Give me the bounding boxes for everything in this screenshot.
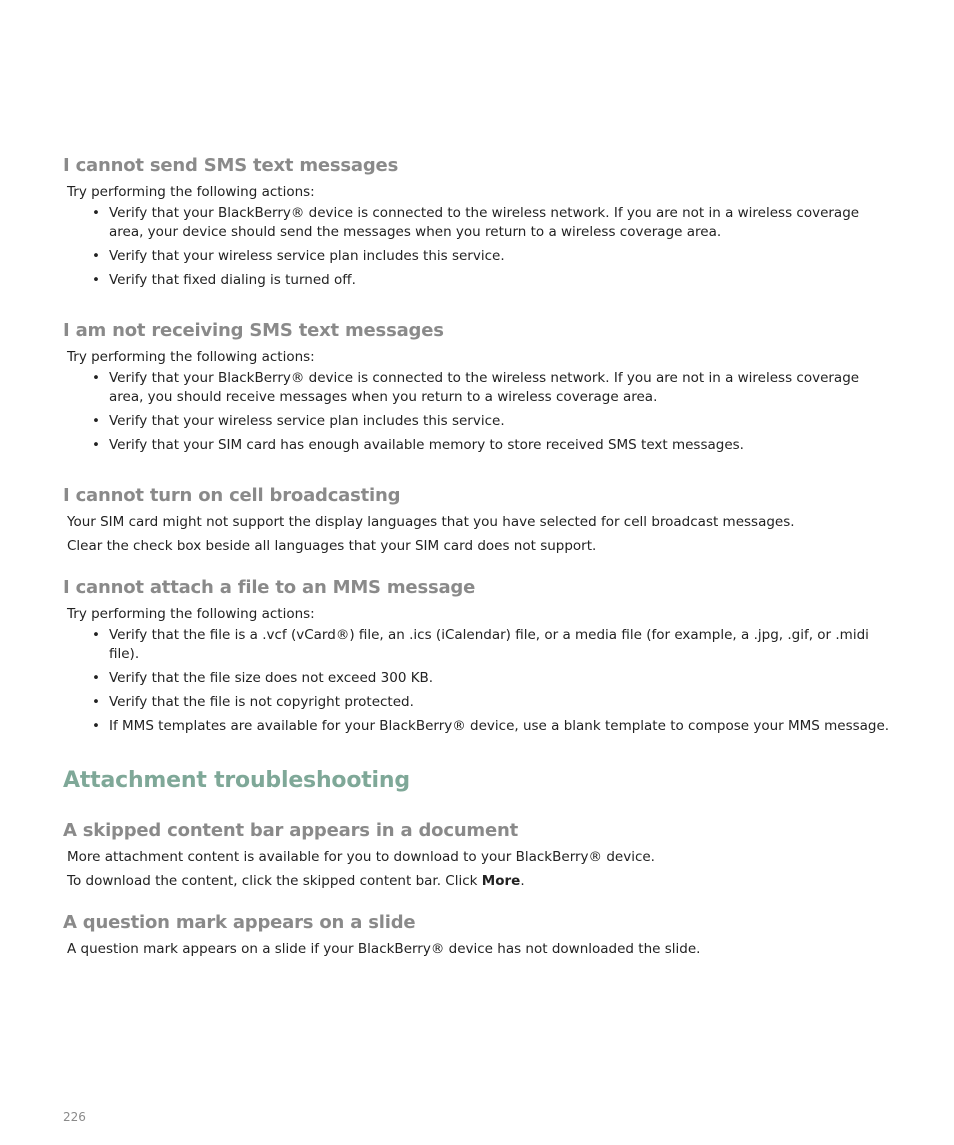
bullet-icon: • [92,437,100,453]
page-number: 226 [63,1110,86,1124]
section-skipped-content-bar [63,817,893,893]
bullet-icon: • [92,272,100,288]
bullet-list [63,626,893,736]
page-content [63,152,893,961]
bullet-icon: • [92,627,100,643]
section-paragraph: A question mark appears on a slide if your BlackBerry® device has not downloaded the slide. [67,941,701,957]
section-paragraph: Your SIM card might not support the display languages that you have selected for cell broadcast messages. [67,514,795,530]
section-paragraph: To download the content, click the skipped content bar. Click More. [67,873,525,889]
section-question-mark-slide [63,909,893,961]
section-heading: I am not receiving SMS text messages [63,320,444,341]
bullet-icon: • [92,205,100,221]
list-item: • Verify that your SIM card has enough available memory to store received SMS text messages. [92,437,744,453]
section-heading: I cannot attach a file to an MMS message [63,577,476,598]
list-item: • Verify that your wireless service plan includes this service. [92,248,505,264]
list-item: • Verify that your BlackBerry® device is connected to the wireless network. If you are not in a wireless coverage area, you should receive messages when you return to a wireless coverage area. [92,370,860,405]
section-intro: Try performing the following actions: [67,349,315,365]
section-heading: A question mark appears on a slide [63,912,416,933]
list-item: • If MMS templates are available for your BlackBerry® device, use a blank template to compose your MMS message. [92,718,890,734]
more-ui-label: More [481,873,521,889]
bullet-icon: • [92,694,100,710]
bullet-icon: • [92,248,100,264]
list-item: • Verify that the file is not copyright protected. [92,694,414,710]
section-intro: Try performing the following actions: [67,606,315,622]
section-intro: Try performing the following actions: [67,184,315,200]
bullet-icon: • [92,370,100,386]
list-item: • Verify that fixed dialing is turned off. [92,272,356,288]
major-heading: Attachment troubleshooting [63,768,410,793]
section-paragraph: Clear the check box beside all languages that your SIM card does not support. [67,538,597,554]
section-cell-broadcasting [63,482,893,558]
bullet-icon: • [92,413,100,429]
bullet-icon: • [92,718,100,734]
list-item: • Verify that the file size does not exceed 300 KB. [92,670,434,686]
section-paragraph: More attachment content is available for you to download to your BlackBerry® device. [67,849,655,865]
section-heading: I cannot send SMS text messages [63,155,399,176]
bullet-list [63,204,893,290]
section-heading: I cannot turn on cell broadcasting [63,485,401,506]
section-cannot-send-sms [63,152,893,290]
section-heading: A skipped content bar appears in a document [63,820,519,841]
list-item: • Verify that the file is a .vcf (vCard®) file, an .ics (iCalendar) file, or a media file (for example, a .jpg, .gif, or .midi file). [92,627,869,662]
list-item: • Verify that your wireless service plan includes this service. [92,413,505,429]
section-attach-mms [63,574,893,736]
list-item: • Verify that your BlackBerry® device is connected to the wireless network. If you are not in a wireless coverage area, your device should send the messages when you return to a wireless coverage area. [92,205,860,240]
bullet-icon: • [92,670,100,686]
section-not-receiving-sms [63,317,893,455]
bullet-list [63,369,893,455]
